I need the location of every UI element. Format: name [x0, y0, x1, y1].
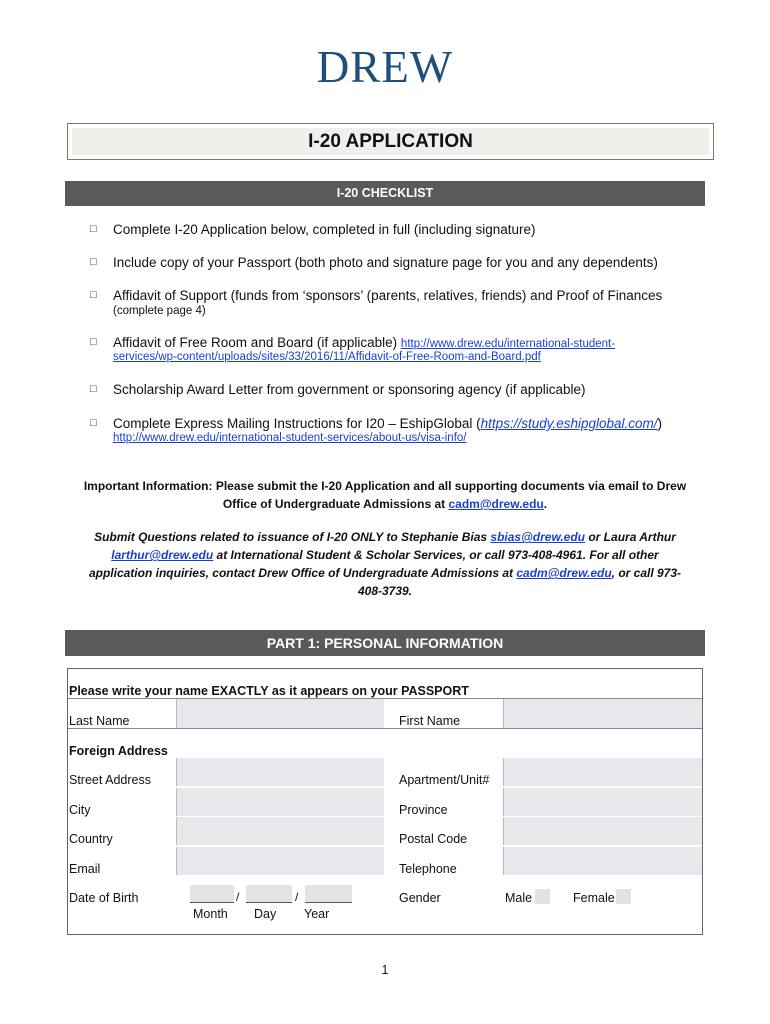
part1-header: PART 1: PERSONAL INFORMATION — [65, 630, 705, 656]
foreign-address-label: Foreign Address — [69, 744, 168, 758]
important-period: . — [543, 497, 548, 511]
checklist-item-note: (complete page 4) — [113, 305, 206, 317]
drew-logo: DREW — [316, 42, 454, 92]
city-input[interactable] — [176, 788, 384, 816]
province-label: Province — [399, 803, 448, 817]
checkbox-icon: □ — [90, 256, 97, 268]
questions-text: application inquiries, contact Drew Office of Undergraduate Admissions at — [88, 566, 517, 580]
month-label: Month — [193, 907, 228, 921]
checklist-item-text: Include copy of your Passport (both photo and signature page for you and any dependents) — [113, 255, 658, 270]
last-name-label: Last Name — [69, 714, 130, 728]
cadm-email-link[interactable]: cadm@drew.edu — [448, 497, 544, 511]
day-label: Day — [254, 907, 277, 921]
dob-year-input[interactable] — [305, 885, 352, 903]
page-title: I-20 APPLICATION — [72, 128, 709, 155]
checklist-item-text: Scholarship Award Letter from government or sponsoring agency (if applicable) — [113, 382, 586, 397]
male-label: Male — [505, 891, 533, 905]
first-name-input[interactable] — [503, 699, 702, 728]
street-input[interactable] — [176, 758, 384, 786]
checkbox-icon: □ — [90, 336, 97, 348]
questions-text: at International Student & Scholar Services, or call 973-408-4961. For all other — [213, 548, 659, 562]
first-name-label: First Name — [399, 714, 461, 728]
province-input[interactable] — [503, 788, 702, 816]
larthur-email-link[interactable]: larthur@drew.edu — [111, 548, 214, 562]
questions-info — [50, 528, 720, 600]
female-label: Female — [573, 891, 615, 905]
female-checkbox[interactable] — [616, 889, 631, 904]
country-input[interactable] — [176, 817, 384, 845]
questions-text: Submit Questions related to issuance of I-20 ONLY to Stephanie Bias — [94, 530, 491, 544]
email-input[interactable] — [176, 847, 384, 875]
sbias-email-link[interactable]: sbias@drew.edu — [490, 530, 586, 544]
important-text: Office of Undergraduate Admissions at — [222, 497, 449, 511]
telephone-label: Telephone — [399, 862, 457, 876]
passport-note: Please write your name EXACTLY as it appears on your PASSPORT — [69, 684, 469, 698]
title-frame — [67, 123, 714, 160]
dob-month-input[interactable] — [190, 885, 234, 903]
questions-line-1 — [50, 528, 720, 546]
dob-day-input[interactable] — [246, 885, 292, 903]
telephone-input[interactable] — [503, 847, 702, 875]
checklist-header: I-20 CHECKLIST — [65, 181, 705, 206]
checklist-item-text: Affidavit of Support (funds from ‘sponsors’ (parents, relatives, friends) and Proof of Finances — [113, 288, 663, 303]
visa-info-link-line[interactable] — [113, 431, 467, 446]
dob-slash: / — [295, 890, 299, 904]
postal-label: Postal Code — [399, 832, 468, 846]
checklist-item-label: Complete Express Mailing Instructions for I20 – EshipGlobal ( — [113, 416, 481, 431]
checkbox-icon: □ — [90, 417, 97, 429]
affidavit-room-link-2[interactable]: services/wp-content/uploads/sites/33/2016/11/Affidavit-of-Free-Room-and-Board.pdf — [113, 351, 541, 363]
street-label: Street Address — [69, 773, 151, 787]
page-number: 1 — [381, 963, 389, 977]
checklist-item-text — [113, 415, 662, 432]
questions-line-2 — [50, 546, 720, 564]
checklist-item-text: Complete I-20 Application below, completed in full (including signature) — [113, 222, 536, 237]
affidavit-room-link-cont[interactable] — [113, 350, 541, 365]
checkbox-icon: □ — [90, 223, 97, 235]
country-label: Country — [69, 832, 113, 846]
personal-info-form — [67, 668, 703, 935]
questions-line-4: 408-3739. — [357, 584, 413, 598]
checkbox-icon: □ — [90, 289, 97, 301]
male-checkbox[interactable] — [535, 889, 550, 904]
gender-label: Gender — [399, 891, 441, 905]
apartment-label: Apartment/Unit# — [399, 773, 490, 787]
year-label: Year — [304, 907, 330, 921]
questions-line-3 — [50, 564, 720, 582]
affidavit-room-link[interactable]: http://www.drew.edu/international-student- — [400, 338, 616, 350]
questions-text: , or call 973- — [611, 566, 682, 580]
eshipglobal-link[interactable]: https://study.eshipglobal.com/ — [480, 416, 658, 431]
cadm-email-link-2[interactable]: cadm@drew.edu — [516, 566, 612, 580]
postal-input[interactable] — [503, 817, 702, 845]
questions-text: or Laura Arthur — [585, 530, 676, 544]
email-label: Email — [69, 862, 101, 876]
apartment-input[interactable] — [503, 758, 702, 786]
important-info — [50, 477, 720, 513]
important-line-2 — [50, 495, 720, 513]
row-divider — [68, 728, 702, 729]
checkbox-icon: □ — [90, 383, 97, 395]
visa-info-link[interactable]: http://www.drew.edu/international-student-services/about-us/visa-info/ — [113, 432, 467, 444]
city-label: City — [69, 803, 91, 817]
important-line-1: Important Information: Please submit the I-20 Application and all supporting documents via email to Drew — [83, 479, 687, 493]
dob-label: Date of Birth — [69, 891, 139, 905]
paren-close: ) — [657, 416, 663, 431]
checklist-item-label: Affidavit of Free Room and Board (if applicable) — [113, 335, 398, 350]
last-name-input[interactable] — [176, 699, 384, 728]
dob-slash: / — [236, 890, 240, 904]
